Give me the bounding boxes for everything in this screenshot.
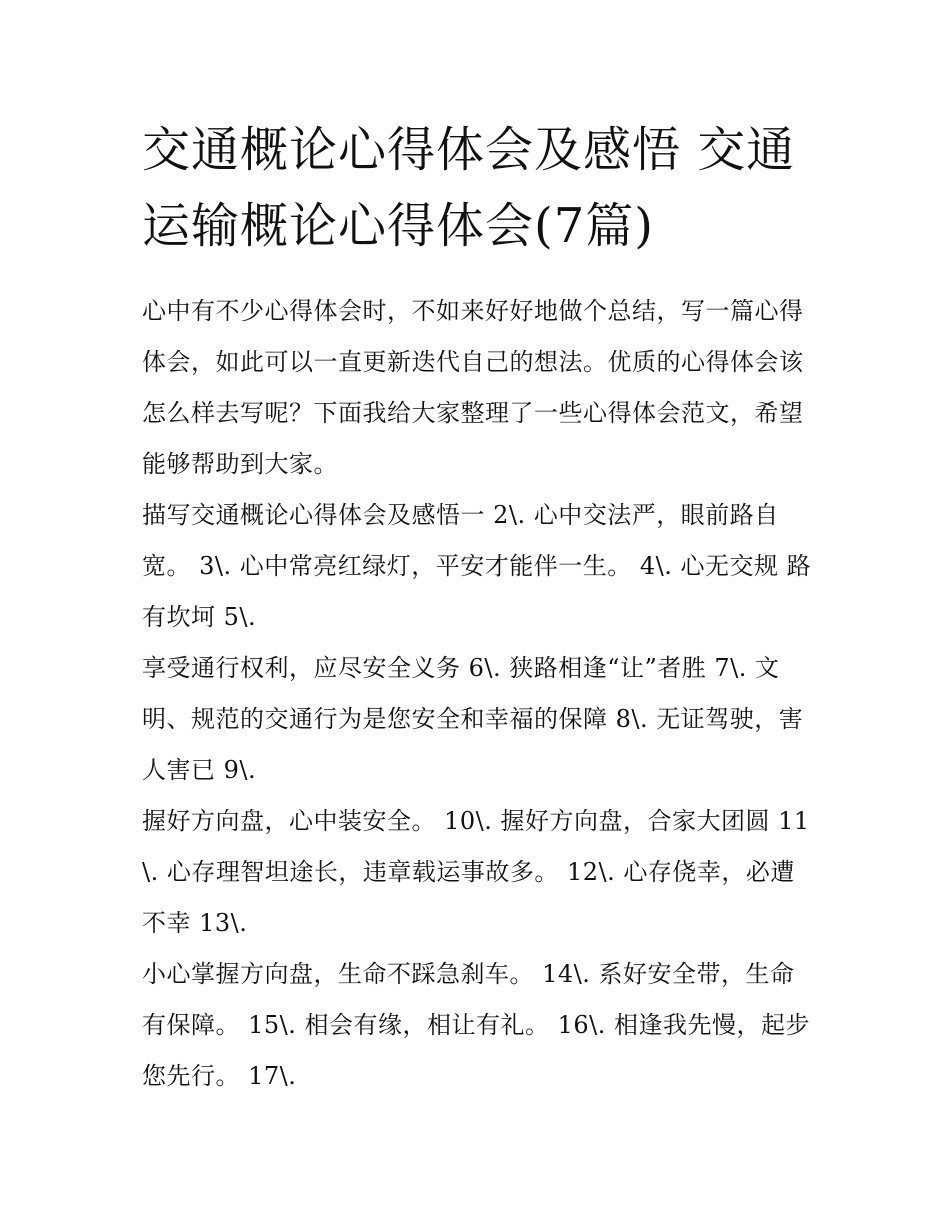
paragraph-slogans-1: 描写交通概论心得体会及感悟一 2\. 心中交法严，眼前路自宽。 3\. 心中常亮红绿灯，平安才能伴一生。 4\. 心无交规 路有坎坷 5\. bbox=[142, 501, 812, 631]
document-page bbox=[142, 112, 814, 1102]
document-title: 交通概论心得体会及感悟 交通运输概论心得体会(7篇) bbox=[142, 122, 796, 254]
paragraph-slogans-3: 握好方向盘，心中装安全。 10\. 握好方向盘，合家大团圆 11\. 心存理智坦途长，违章载运事故多。 12\. 心存侥幸，必遭不幸 13\. bbox=[142, 807, 810, 937]
paragraph-slogans-2: 享受通行权利，应尽安全义务 6\. 狭路相逢“让”者胜 7\. 文明、规范的交通行为是您安全和幸福的保障 8\. 无证驾驶，害人害已 9\. bbox=[142, 654, 804, 784]
paragraph-slogans-4: 小心掌握方向盘，生命不踩急刹车。 14\. 系好安全带，生命有保障。 15\. 相会有缘，相让有礼。 16\. 相逢我先慢，起步您先行。 17\. bbox=[142, 960, 811, 1090]
paragraph-intro: 心中有不少心得体会时，不如来好好地做个总结，写一篇心得体会，如此可以一直更新迭代自己的想法。优质的心得体会该怎么样去写呢？下面我给大家整理了一些心得体会范文，希望能够帮助到大家。 bbox=[142, 297, 804, 478]
